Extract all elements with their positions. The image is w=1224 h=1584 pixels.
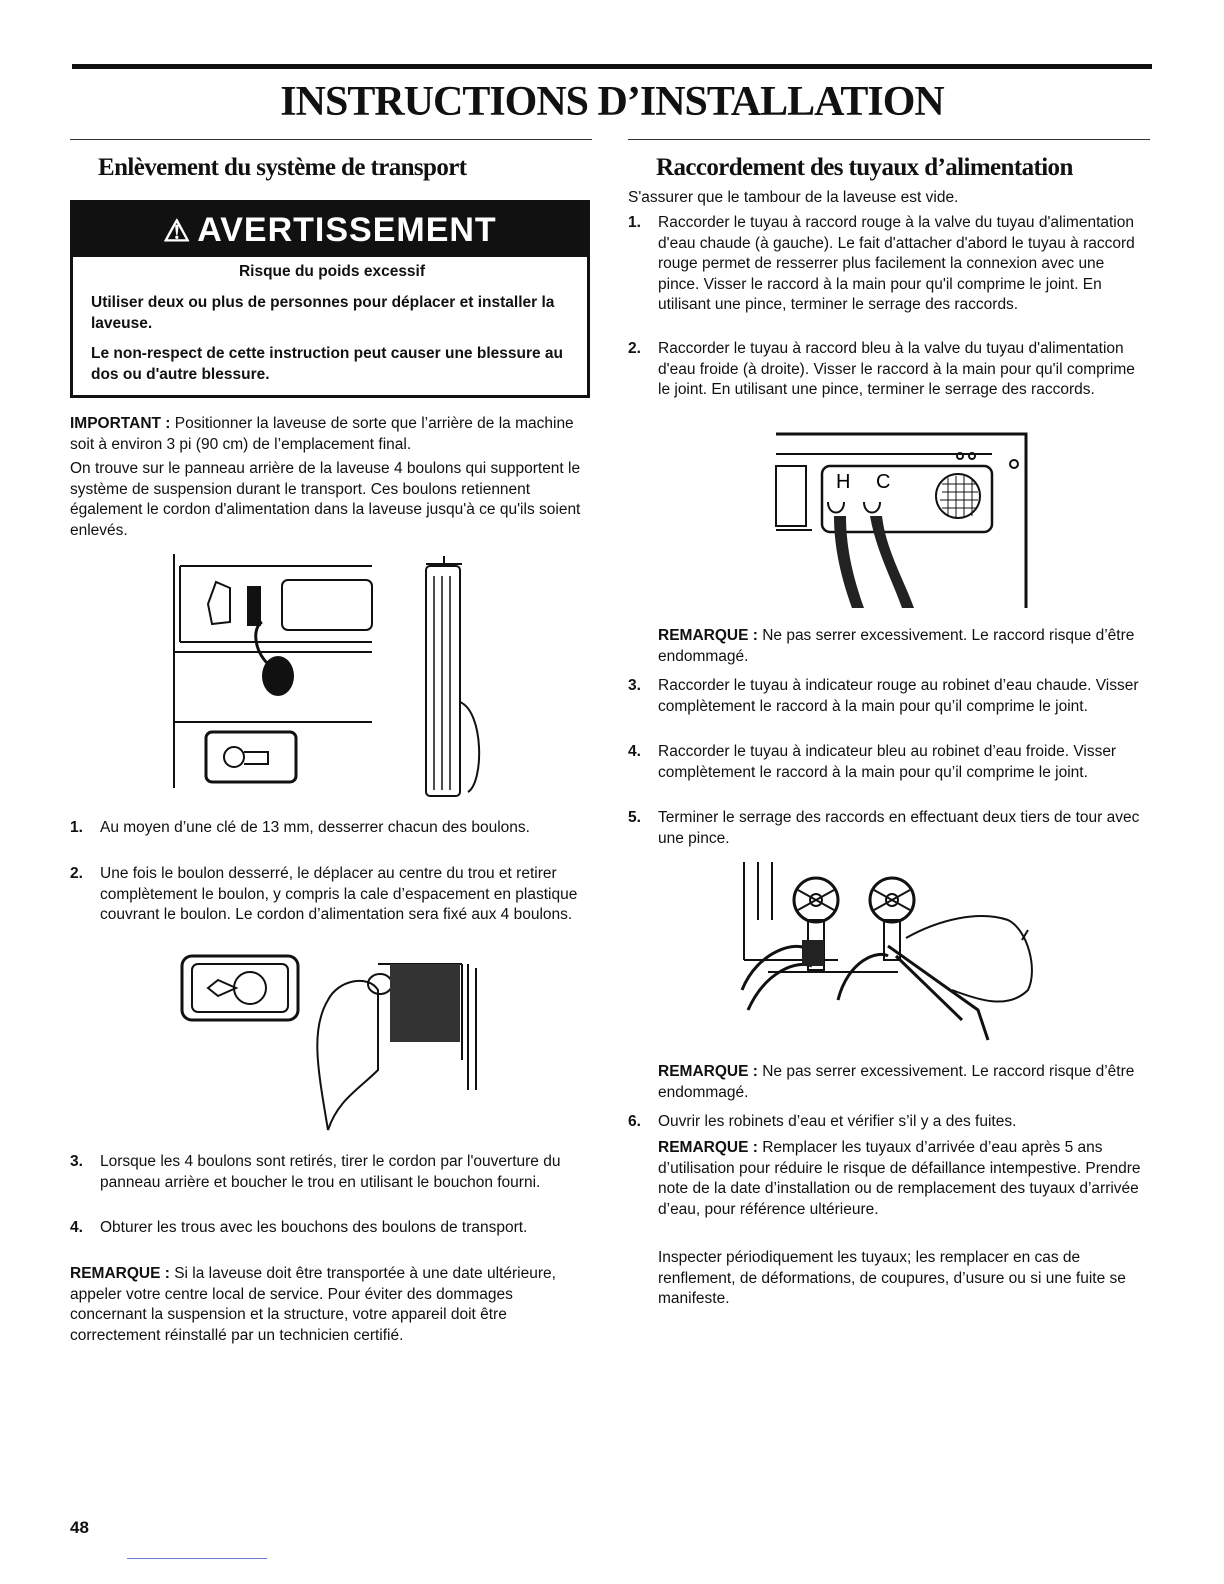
intro-paragraph: On trouve sur le panneau arrière de la laveuse 4 boulons qui supportent le système de suspension durant le transport. Ces boulons retiennent également le cordon d'alimentation dans la laveuse jusqu'à ce qu'ils soient enlevés.	[70, 460, 581, 539]
right-note-3	[658, 1138, 1146, 1220]
warning-line-2: Le non-respect de cette instruction peut causer une blessure au dos ou d'autre blessure.	[91, 345, 564, 383]
right-column-rule	[628, 139, 1150, 140]
right-step-3: 3. Raccorder le tuyau à indicateur rouge au robinet d’eau chaude. Visser complètement le raccord à la main pour qu’il comprime le joint.	[628, 677, 1139, 715]
right-step-5: 5. Terminer le serrage des raccords en effectuant deux tiers de tour avec une pince.	[628, 809, 1140, 847]
important-label: IMPORTANT :	[70, 415, 171, 432]
right-section-heading: Raccordement des tuyaux d’alimentation	[656, 154, 1073, 181]
left-note-text: Si la laveuse doit être transportée à une date ultérieure, appeler votre centre local de service. Pour éviter des dommages concernant la suspension et la structure, votre appareil doit être correctement réinstallé par un technicien certifié.	[70, 1265, 556, 1344]
warning-header	[73, 203, 587, 257]
warning-line-1: Utiliser deux ou plus de personnes pour déplacer et installer la laveuse.	[91, 294, 555, 332]
cold-label: C	[876, 471, 891, 493]
right-note-2-text: Ne pas serrer excessivement. Le raccord risque d’être endommagé.	[658, 1063, 1135, 1101]
faucets-pliers-illustration	[738, 860, 1048, 1050]
rear-panel-bolt-illustration	[172, 552, 502, 808]
inspect-paragraph: Inspecter périodiquement les tuyaux; les remplacer en cas de renflement, de déformations, de coupures, d’usure ou si une fuite se manifeste.	[658, 1249, 1126, 1307]
warning-body	[91, 261, 573, 394]
left-column-rule	[70, 139, 592, 140]
right-step-6: 6. Ouvrir les robinets d’eau et vérifier s’il y a des fuites.	[628, 1113, 1017, 1130]
right-note-2-label: REMARQUE :	[658, 1063, 758, 1080]
right-step-2: 2. Raccorder le tuyau à raccord bleu à la valve du tuyau d'alimentation d'eau froide (à droite). Visser le raccord à la main pour qu'il comprime le joint. En utilisant une pince, terminer le serrage des raccords.	[628, 340, 1135, 398]
left-step-1: 1. Au moyen d’une clé de 13 mm, desserrer chacun des boulons.	[70, 819, 530, 836]
right-note-1-label: REMARQUE :	[658, 627, 758, 644]
page-number: 48	[70, 1518, 89, 1537]
warning-triangle-icon: ⚠	[163, 215, 192, 248]
warning-box	[70, 200, 590, 398]
right-note-1-text: Ne pas serrer excessivement. Le raccord risque d’être endommagé.	[658, 627, 1135, 665]
warning-label: AVERTISSEMENT	[197, 211, 497, 249]
right-note-3-label: REMARQUE :	[658, 1139, 758, 1156]
warning-risk: Risque du poids excessif	[238, 263, 426, 280]
left-section-heading: Enlèvement du système de transport	[98, 154, 467, 181]
right-step-4: 4. Raccorder le tuyau à indicateur bleu au robinet d’eau froide. Visser complètement le raccord à la main pour qu’il comprime le joint.	[628, 743, 1117, 781]
right-note-3-text: Remplacer les tuyaux d’arrivée d’eau après 5 ans d’utilisation pour réduire le risque de défaillance intempestive. Prendre note de la date d’installation ou de remplacement des tuyaux d’arrivée d’eau, pour référence ultérieure.	[658, 1139, 1141, 1218]
right-note-1	[658, 626, 1146, 667]
important-text: Positionner la laveuse de sorte que l’arrière de la machine soit à environ 3 pi (90 cm) de l’emplacement final.	[70, 415, 574, 453]
inlet-valves-illustration	[772, 430, 1034, 612]
left-note	[70, 1264, 590, 1346]
right-note-2	[658, 1062, 1146, 1103]
left-step-2: 2. Une fois le boulon desserré, le déplacer au centre du trou et retirer complètement le boulon, y compris la cale d’espacement en plastique couvrant le boulon. Le cordon d’alimentation sera fixé aux 4 boulons.	[70, 865, 578, 923]
footer-link-line	[127, 1558, 267, 1559]
top-rule	[72, 64, 1152, 69]
left-step-4: 4. Obturer les trous avec les bouchons des boulons de transport.	[70, 1219, 528, 1236]
important-paragraph	[70, 414, 590, 455]
page-title: INSTRUCTIONS D’INSTALLATION	[280, 79, 944, 125]
right-intro: S'assurer que le tambour de la laveuse est vide.	[628, 189, 959, 206]
left-step-3: 3. Lorsque les 4 boulons sont retirés, tirer le cordon par l'ouverture du panneau arrière et boucher le trou en utilisant le bouchon fourni.	[70, 1153, 561, 1191]
right-step-1: 1. Raccorder le tuyau à raccord rouge à la valve du tuyau d'alimentation d'eau chaude (à gauche). Le fait d'attacher d'abord le tuyau à raccord rouge permet de resserrer plus facilement la connexion avec une pince. Visser le raccord à la main pour qu'il comprime le joint. En utilisant une pince, terminer le serrage des raccords.	[628, 214, 1135, 313]
hot-label: H	[836, 471, 851, 493]
hand-cord-illustration	[178, 950, 488, 1135]
left-note-label: REMARQUE :	[70, 1265, 170, 1282]
